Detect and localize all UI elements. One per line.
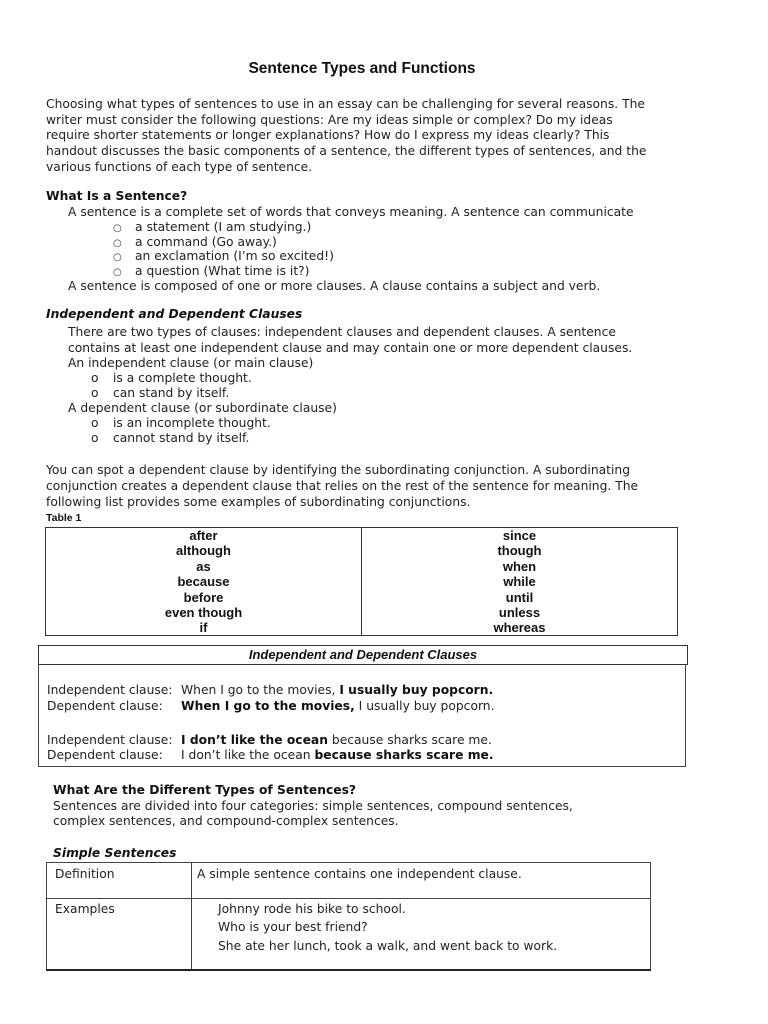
circle-bullet-icon: ○: [113, 267, 122, 278]
clauses-text-line: contains at least one independent clause and may contain one or more dependent clauses.: [68, 341, 633, 355]
circle-bullet-icon: ○: [113, 252, 122, 263]
independent-clause-intro: An independent clause (or main clause): [68, 356, 314, 370]
list-item: ○ a command (Go away.): [113, 235, 277, 249]
intro-line: Choosing what types of sentences to use in an essay can be challenging for several reasons. The: [46, 97, 645, 111]
example-sentence: Who is your best friend?: [218, 920, 368, 934]
clause-examples-box: [38, 664, 686, 767]
clause-example-row: Dependent clause: When I go to the movies, I usually buy popcorn.: [47, 699, 495, 713]
list-item: ○ a statement (I am studying.): [113, 220, 312, 234]
sentence-definition: A sentence is a complete set of words that conveys meaning. A sentence can communicate: [68, 205, 634, 219]
table-cell: because: [177, 574, 230, 590]
example-sentence: Johnny rode his bike to school.: [218, 902, 406, 916]
section-heading-sentence-types: What Are the Different Types of Sentences?: [53, 783, 357, 797]
table-cell: unless: [498, 605, 541, 621]
intro-line: various functions of each type of sentence.: [46, 159, 313, 174]
definition-value: A simple sentence contains one independent clause.: [197, 867, 522, 881]
list-item: o is a complete thought.: [91, 371, 252, 385]
list-item: ○ a question (What time is it?): [113, 264, 310, 278]
section-heading-clauses: Independent and Dependent Clauses: [46, 307, 303, 321]
circle-bullet-icon: ○: [113, 223, 122, 234]
circle-bullet-icon: ○: [113, 238, 122, 249]
table-cell: when: [502, 558, 537, 574]
bullet-icon: o: [91, 371, 99, 385]
example-sentence: She ate her lunch, took a walk, and went back to work.: [218, 939, 558, 953]
table-cell: while: [503, 574, 536, 590]
dependent-clause-intro: A dependent clause (or subordinate clause): [68, 401, 337, 415]
table-cell: before: [183, 589, 224, 605]
table-cell: after: [189, 528, 218, 543]
conjunctions-table: [45, 527, 678, 636]
bullet-icon: o: [91, 431, 99, 445]
intro-paragraph: [46, 97, 646, 176]
list-item: o can stand by itself.: [91, 386, 230, 400]
list-item: ○ an exclamation (I’m so excited!): [113, 249, 334, 263]
page-title: Sentence Types and Functions: [248, 60, 476, 77]
clauses-text-line: There are two types of clauses: independent clauses and dependent clauses. A sentence: [68, 325, 616, 339]
spotting-line: You can spot a dependent clause by identifying the subordinating conjunction. A subordinating: [46, 463, 631, 477]
simple-sentences-table: [46, 862, 651, 971]
types-text-line: Sentences are divided into four categories: simple sentences, compound sentences,: [53, 799, 573, 813]
intro-line: handout discusses the basic components of a sentence, the different types of sentences, and the: [46, 144, 647, 159]
clause-example-row: Dependent clause: I don’t like the ocean because sharks scare me.: [47, 748, 494, 762]
table-row: [47, 898, 650, 970]
table-cell: even though: [164, 605, 243, 621]
table-cell: since: [502, 528, 537, 543]
spotting-line: conjunction creates a dependent clause that relies on the rest of the sentence for meaning. The: [46, 479, 639, 493]
conjunctions-column-right: [361, 528, 677, 635]
table-cell: if: [199, 620, 208, 636]
conjunctions-column-left: [46, 528, 361, 635]
table-cell: whereas: [493, 620, 546, 636]
section-heading-simple-sentences: Simple Sentences: [53, 846, 177, 860]
table-cell: although: [176, 543, 231, 559]
definition-label: Definition: [55, 867, 115, 881]
spotting-line: following list provides some examples of subordinating conjunctions.: [46, 495, 471, 509]
bullet-icon: o: [91, 416, 99, 430]
examples-label: Examples: [55, 902, 115, 916]
section-heading-what-is-sentence: What Is a Sentence?: [46, 189, 188, 203]
list-item: o is an incomplete thought.: [91, 416, 271, 430]
clause-example-row: Independent clause: I don’t like the ocean because sharks scare me.: [47, 733, 492, 747]
table-caption: Table 1: [46, 512, 82, 524]
intro-line: writer must consider the following questions: Are my ideas simple or complex? Do my ideas: [46, 112, 613, 127]
intro-line: require shorter statements or longer explanations? How do I express my ideas clearly? This: [46, 128, 610, 143]
clause-examples-heading: Independent and Dependent Clauses: [38, 645, 688, 665]
clause-composition-text: A sentence is composed of one or more clauses. A clause contains a subject and verb.: [68, 279, 601, 293]
types-text-line: complex sentences, and compound-complex sentences.: [53, 814, 399, 828]
list-item: o cannot stand by itself.: [91, 431, 250, 445]
table-row: [47, 863, 650, 899]
table-cell: as: [196, 558, 211, 574]
table-cell: though: [497, 543, 542, 559]
bullet-icon: o: [91, 386, 99, 400]
table-cell: until: [505, 589, 534, 605]
clause-example-row: Independent clause: When I go to the movies, I usually buy popcorn.: [47, 683, 494, 697]
